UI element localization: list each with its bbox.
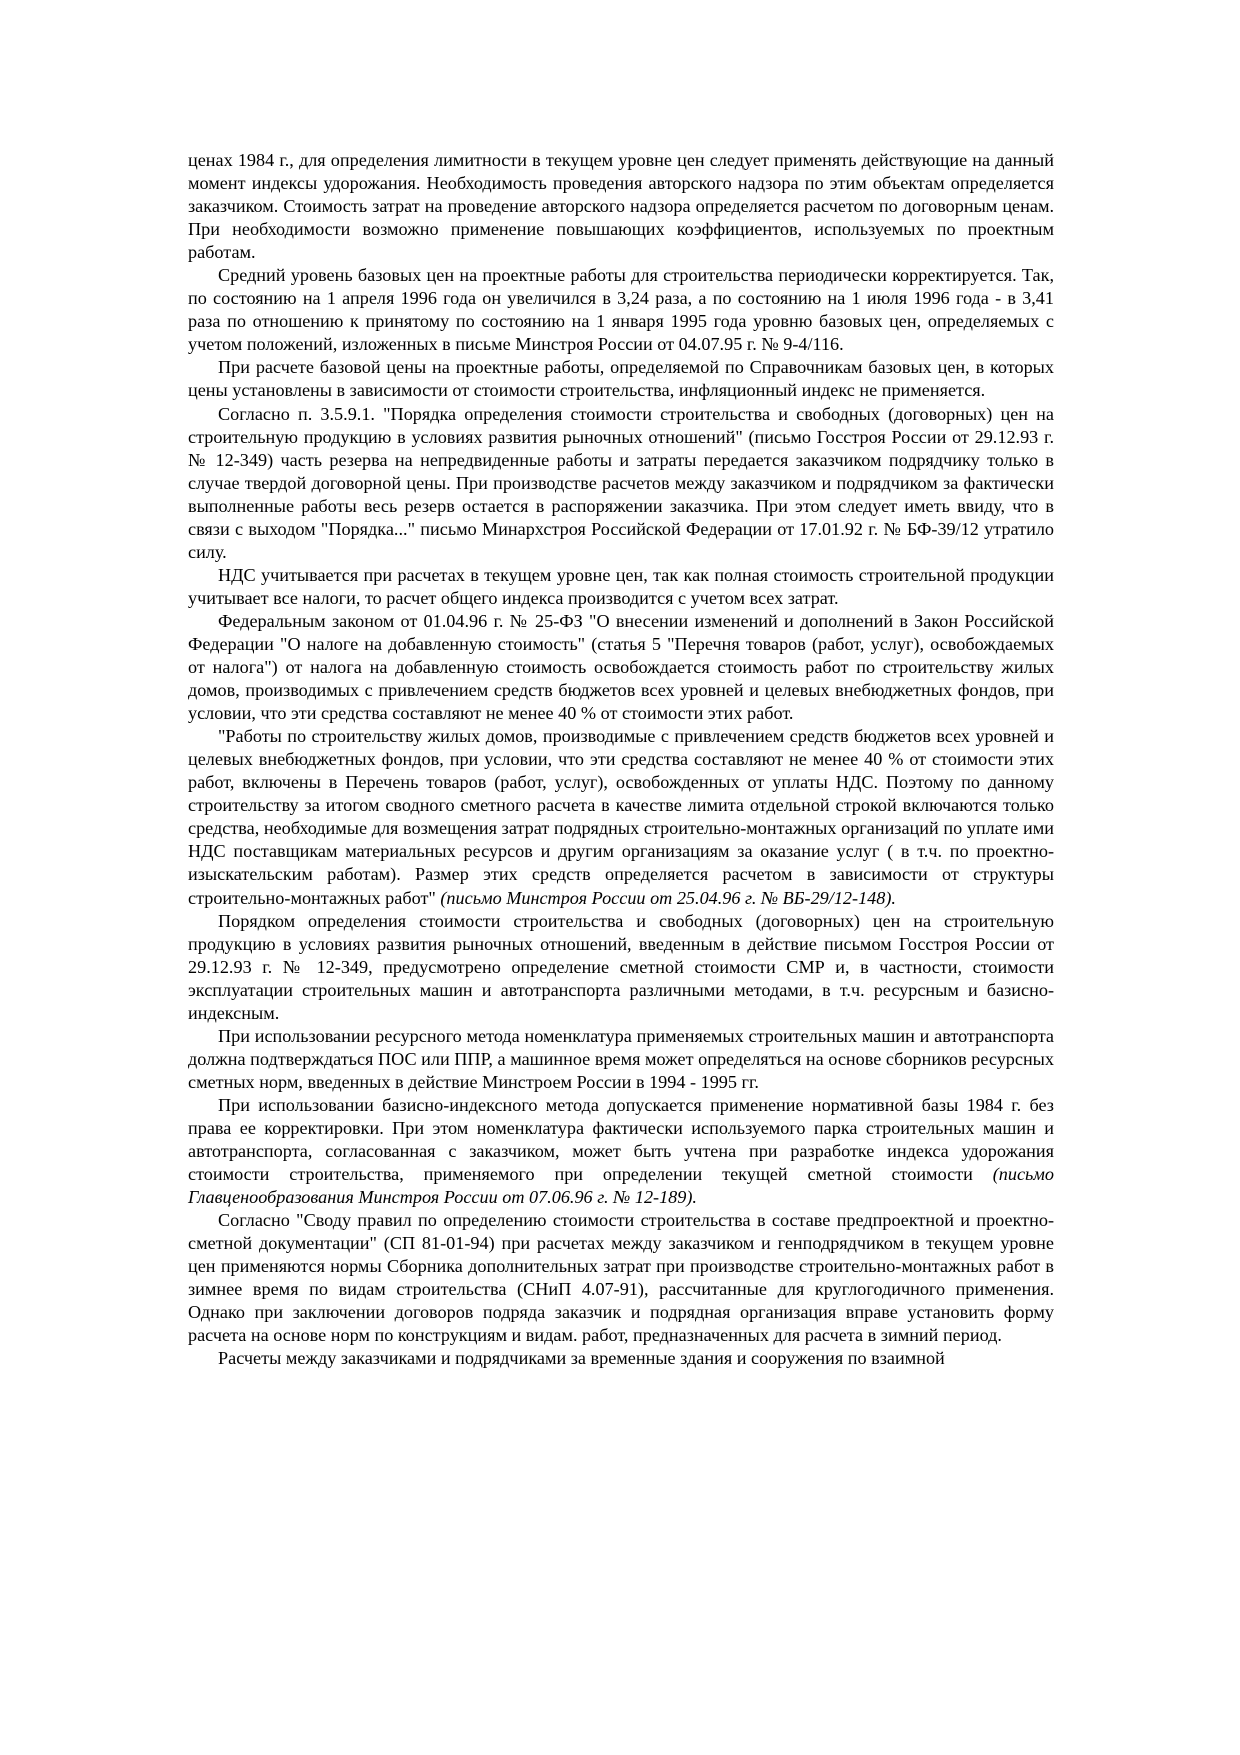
paragraph-text: При использовании базисно-индексного метода допускается применение нормативной базы 1984 г. без права ее корректировки. При этом номенклатура фактически используемого парка строительных машин и автотранспорта, согласованная с заказчиком, может быть учтена при разработке индекса удорожания стоимости строительства, применяемого при определении текущей сметной стоимости [188, 1094, 1054, 1185]
paragraph-text: Федеральным законом от 01.04.96 г. № 25-ФЗ "О внесении изменений и дополнений в Закон Российской Федерации "О налоге на добавленную стоимость" (статья 5 "Перечня товаров (работ, услуг), освобождаемых от налога") от налога на добавленную стоимость освобождается стоимость работ по строительству жилых домов, производимых с привлечением средств бюджетов всех уровней и целевых внебюджетных фондов, при условии, что эти средства составляют не менее 40 % от стоимости этих работ. [188, 610, 1054, 724]
paragraph-text: "Работы по строительству жилых домов, производимые с привлечением средств бюджетов всех уровней и целевых внебюджетных фондов, при условии, что эти средства составляют не менее 40 % от стоимости этих работ, включены в Перечень товаров (работ, услуг), освобожденных от уплаты НДС. Поэтому по данному строительству за итогом сводного сметного расчета в качестве лимита отдельной строкой включаются только средства, необходимые для возмещения затрат подрядных строительно-монтажных организаций по уплате ими НДС поставщикам материальных ресурсов и другим организациям за оказание услуг ( в т.ч. по проектно-изыскательским работам). Размер этих средств определяется расчетом в зависимости от структуры строительно-монтажных работ" [188, 726, 1054, 908]
paragraph-10 [188, 1094, 1054, 1209]
paragraph-5 [188, 564, 1054, 610]
document-page [188, 149, 1054, 1370]
paragraph-1 [188, 149, 1054, 264]
paragraph-text: НДС учитывается при расчетах в текущем уровне цен, так как полная стоимость строительной продукции учитывает все налоги, то расчет общего индекса производится с учетом всех затрат. [188, 564, 1054, 608]
paragraph-text: При расчете базовой цены на проектные работы, определяемой по Справочникам базовых цен, в которых цены установлены в зависимости от стоимости строительства, инфляционный индекс не применяется. [188, 357, 1054, 401]
paragraph-8 [188, 910, 1054, 1025]
paragraph-11 [188, 1209, 1054, 1347]
paragraph-text: Расчеты между заказчиками и подрядчиками за временные здания и сооружения по взаимной [218, 1348, 945, 1369]
paragraph-6 [188, 610, 1054, 725]
paragraph-citation: (письмо Главценообразования Минстроя России от 07.06.96 г. № 12-189). [188, 1164, 1055, 1208]
paragraph-citation: (письмо Минстроя России от 25.04.96 г. № ВБ-29/12-148). [440, 887, 896, 908]
paragraph-text: Согласно "Своду правил по определению стоимости строительства в составе предпроектной и проектно-сметной документации" (СП 81-01-94) при расчетах между заказчиком и генподрядчиком в текущем уровне цен применяются нормы Сборника дополнительных затрат при производстве строительно-монтажных работ в зимнее время по видам строительства (СНиП 4.07-91), рассчитанные для круглогодичного применения. Однако при заключении договоров подряда заказчик и подрядная организация вправе установить форму расчета на основе норм по конструкциям и видам. работ, предназначенных для расчета в зимний период. [188, 1210, 1054, 1346]
paragraph-text: ценах 1984 г., для определения лимитности в текущем уровне цен следует применять действующие на данный момент индексы удорожания. Необходимость проведения авторского надзора по этим объектам определяется заказчиком. Стоимость затрат на проведение авторского надзора определяется расчетом по договорным ценам. При необходимости возможно применение повышающих коэффициентов, используемых по проектным работам. [188, 150, 1054, 263]
paragraph-7 [188, 725, 1054, 909]
paragraph-12 [188, 1347, 1054, 1370]
paragraph-text: Порядком определения стоимости строительства и свободных (договорных) цен на строительную продукцию в условиях развития рыночных отношений, введенным в действие письмом Госстроя России от 29.12.93 г. № 12-349, предусмотрено определение сметной стоимости СМР и, в частности, стоимости эксплуатации строительных машин и автотранспорта различными методами, в т.ч. ресурсным и базисно-индексным. [188, 910, 1054, 1023]
paragraph-4 [188, 403, 1054, 564]
paragraph-text: Средний уровень базовых цен на проектные работы для строительства периодически корректируется. Так, по состоянию на 1 апреля 1996 года он увеличился в 3,24 раза, а по состоянию на 1 июля 1996 года - в 3,41 раза по отношению к принятому по состоянию на 1 января 1995 года уровню базовых цен, определяемых с учетом положений, изложенных в письме Минстроя России от 04.07.95 г. № 9-4/116. [188, 265, 1054, 355]
paragraph-9 [188, 1025, 1054, 1094]
paragraph-3 [188, 356, 1054, 402]
paragraph-text: При использовании ресурсного метода номенклатура применяемых строительных машин и автотранспорта должна подтверждаться ПОС или ППР, а машинное время может определяться на основе сборников ресурсных сметных норм, введенных в действие Минстроем России в 1994 - 1995 гг. [188, 1025, 1054, 1092]
paragraph-text: Согласно п. 3.5.9.1. "Порядка определения стоимости строительства и свободных (договорных) цен на строительную продукцию в условиях развития рыночных отношений" (письмо Госстроя России от 29.12.93 г. № 12-349) часть резерва на непредвиденные работы и затраты передается заказчиком подрядчику только в случае твердой договорной цены. При производстве расчетов между заказчиком и подрядчиком за фактически выполненные работы весь резерв остается в распоряжении заказчика. При этом следует иметь ввиду, что в связи с выходом "Порядка..." письмо Минархстроя Российской Федерации от 17.01.92 г. № БФ-39/12 утратило силу. [188, 403, 1054, 562]
paragraph-2 [188, 264, 1054, 356]
